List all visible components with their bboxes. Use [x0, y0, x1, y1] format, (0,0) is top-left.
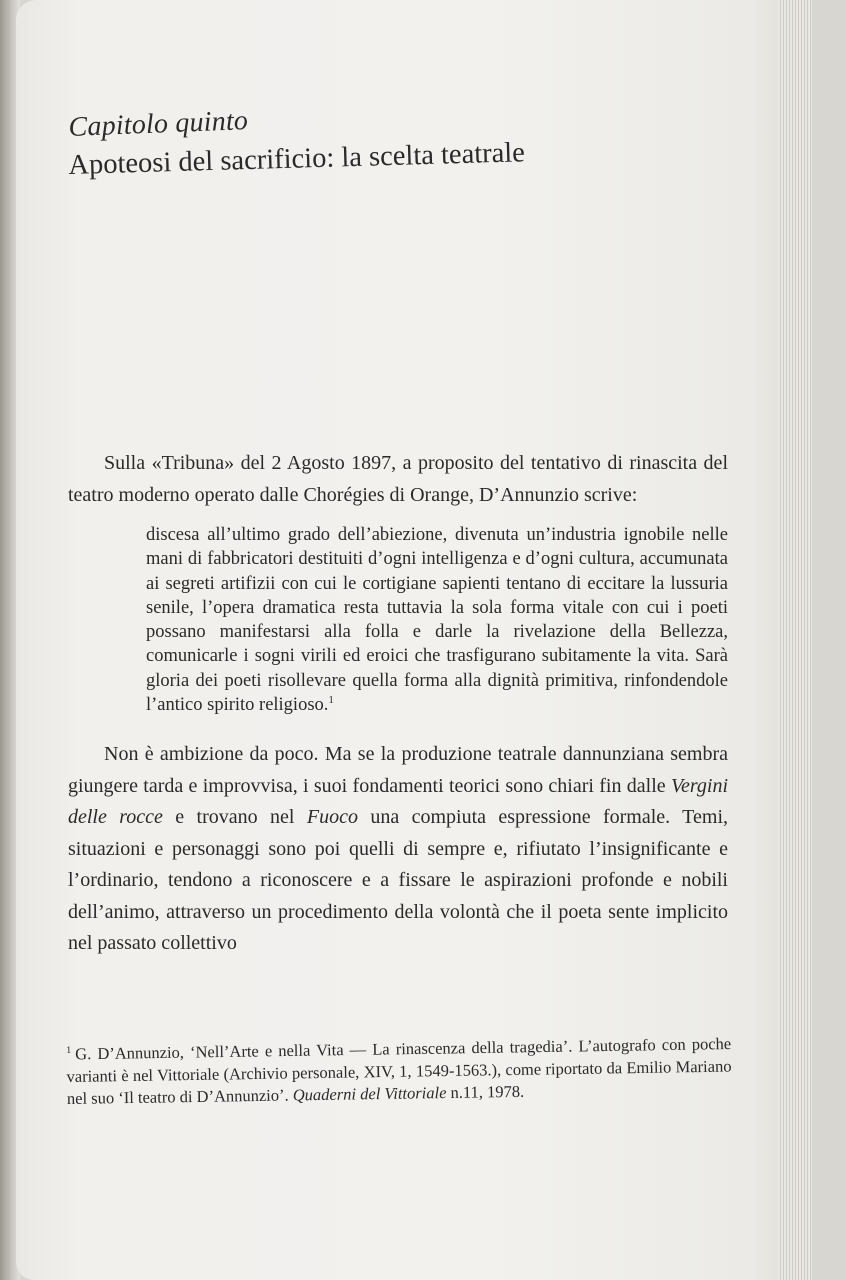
page-stack-edge	[778, 0, 812, 1280]
book-page	[16, 0, 812, 1280]
chapter-title: Apoteosi del sacrificio: la scelta teatrale	[68, 137, 526, 181]
block-quote	[146, 523, 728, 717]
quote-text: discesa all’ultimo grado dell’abiezione, divenuta un’industria ignobile nelle mani di fabbricatori destituiti d’ogni intelligenza e d’ogni cultura, accumunata ai segreti artifizii con cui le cortigiane sapienti tentano di eccitare la lussuria senile, l’opera dramatica resta tuttavia la sola forma vitale con cui i poeti possano manifestarsi alla folla e darle la rivelazione della Bellezza, comunicarle i sogni virili ed eroici che trasfigurano subitamente la vita. Sarà gloria dei poeti risollevare quella forma alla dignità primitiva, rinfondendole l’antico spirito religioso.	[146, 525, 728, 716]
work-title-fuoco: Fuoco	[306, 806, 358, 829]
footnote-text-b: n.11, 1978.	[446, 1081, 525, 1102]
paragraph-body-part-b: e trovano nel	[162, 806, 307, 829]
footnote-marker: 1	[328, 693, 334, 706]
footnote-text-a: G. D’Annunzio, ‘Nell’Arte e nella Vita — La rinascenza della tragedia’. L’autografo con poche varianti è nel Vittoriale (Archivio personale, XIV, 1, 1549-1563.), come riportato da Emilio Mariano nel suo ‘Il teatro di D’Annunzio’.	[66, 1034, 732, 1108]
paragraph-intro: Sulla «Tribuna» del 2 Agosto 1897, a proposito del tentativo di rinascita del teatro moderno operato dalle Chorégies di Orange, D’Annunzio scrive:	[68, 452, 728, 506]
chapter-label: Capitolo quinto	[68, 105, 249, 143]
footnote-number: 1	[66, 1044, 72, 1056]
paragraph-body-part-c: una compiuta espressione formale. Temi, situazioni e personaggi sono poi quelli di sempre e, rifiutato l’insignificante e l’ordinario, tendono a riconoscere e a fissare le aspirazioni profonde e nobili dell’animo, attraverso un procedimento della volontà che il poeta sente implicito nel passato collettivo	[68, 806, 728, 955]
paragraph-body	[68, 739, 728, 960]
footnote	[66, 1030, 732, 1110]
main-text	[68, 448, 728, 960]
work-title-vergini: Vergini delle rocce	[68, 774, 728, 829]
paragraph-body-part-a: Non è ambizione da poco. Ma se la produzione teatrale dannunziana sembra giungere tarda e improvvisa, i suoi fondamenti teorici sono chiari fin dalle	[68, 743, 728, 797]
footnote-journal-title: Quaderni del Vittoriale	[292, 1082, 447, 1104]
